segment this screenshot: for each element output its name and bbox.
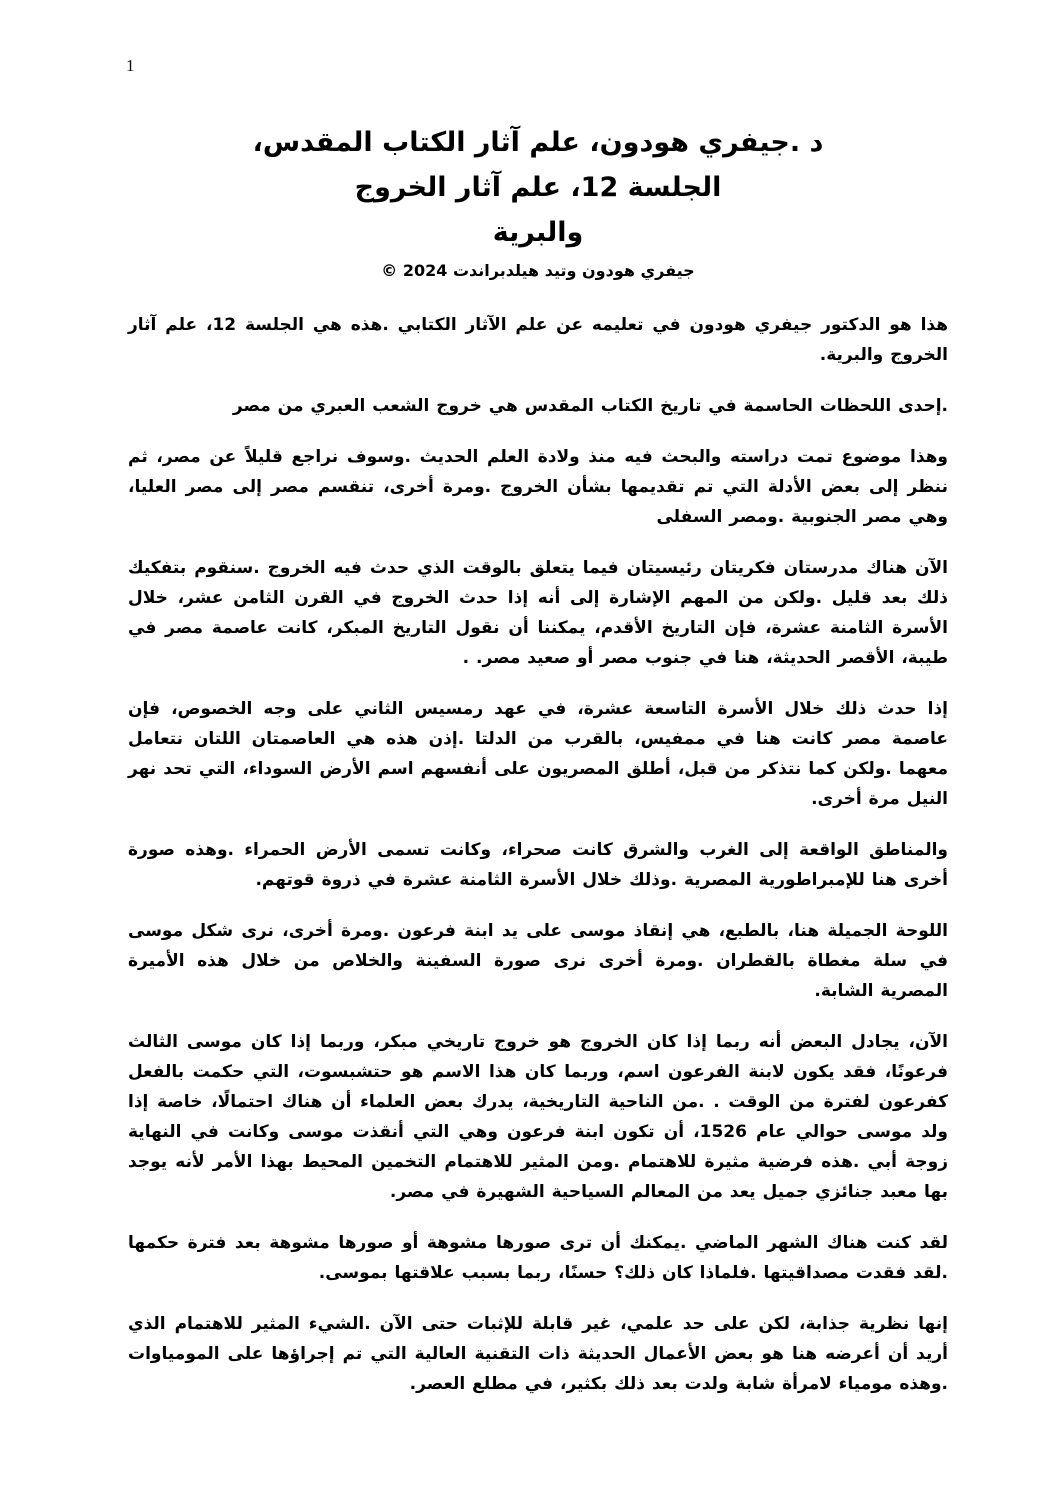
transcript-paragraph: .إحدى اللحظات الحاسمة في تاريخ الكتاب المقدس هي خروج الشعب العبري من مصر [232,396,948,416]
transcript-paragraph: لقد كنت هناك الشهر الماضي .يمكنك أن ترى صورها مشوهة أو صورها مشوهة بعد فترة حكمها .لقد فقدت مصداقيتها .فلماذا كان ذلك؟ حسنًا، ربما بسبب علاقتها بموسى. [128,1233,948,1283]
transcript-paragraph: الآن، يجادل البعض أنه ربما إذا كان الخروج هو خروج تاريخي مبكر، وربما إذا كان موسى الثالث فرعونًا، فقد يكون لابنة الفرعون اسم، وربما كان هذا الاسم هو حتشبسوت، التي حكمت بالفعل كفرعون لفترة من الوقت . .من الناحية التاريخية، يدرك بعض العلماء أن هناك احتمالًا، خاصة إذا ولد موسى حوالي عام 1526، أن تكون ابنة فرعون وهي التي أنقذت موسى وكانت في النهاية زوجة أبي .هذه فرضية مثيرة للاهتمام .ومن المثير للاهتمام التخمين المحيط بهذا الأمر لأنه يوجد بها معبد جنائزي جميل يعد من المعالم السياحية الشهيرة في مصر. [128,1032,948,1202]
transcript-paragraph: إذا حدث ذلك خلال الأسرة التاسعة عشرة، في عهد رمسيس الثاني على وجه الخصوص، فإن عاصمة مصر كانت هنا في ممفيس، بالقرب من الدلتا .إذن هذه هي العاصمتان اللتان نتعامل معهما .ولكن كما نتذكر من قبل، أطلق المصريون على أنفسهم اسم الأرض السوداء، التي تحد نهر النيل مرة أخرى. [128,699,948,809]
page-number: 1 [126,56,135,75]
transcript-paragraph: هذا هو الدكتور جيفري هودون في تعليمه عن علم الآثار الكتابي .هذه هي الجلسة 12، علم آثار الخروج والبرية. [128,315,948,365]
byline-authors: جيفري هودون وتيد هيلدبراندت [452,261,695,280]
title-block [128,120,948,284]
transcript-paragraph: والمناطق الواقعة إلى الغرب والشرق كانت صحراء، وكانت تسمى الأرض الحمراء .وهذه صورة أخرى هنا للإمبراطورية المصرية .وذلك خلال الأسرة الثامنة عشرة في ذروة قوتهم. [128,840,948,890]
transcript-body [128,310,948,1399]
copyright-byline [128,257,948,284]
title-line-3: والبرية [492,217,584,248]
transcript-paragraph: إنها نظرية جذابة، لكن على حد علمي، غير قابلة للإثبات حتى الآن .الشيء المثير للاهتمام الذي أريد أن أعرضه هنا هو بعض الأعمال الحديثة ذات التقنية العالية التي تم إجراؤها على المومياوات .وهذه مومياء لامرأة شابة ولدت بعد ذلك بكثير، في مطلع العصر. [128,1314,948,1394]
document-content [0,120,1058,1399]
title-line-1: د .جيفري هودون، علم آثار الكتاب المقدس، [252,127,824,158]
copyright-notice: © 2024 [381,261,448,280]
transcript-paragraph: الآن هناك مدرستان فكريتان رئيسيتان فيما يتعلق بالوقت الذي حدث فيه الخروج .سنقوم بتفكيك ذلك بعد قليل .ولكن من المهم الإشارة إلى أنه إذا حدث الخروج في القرن الثامن عشر، خلال الأسرة الثامنة عشرة، فإن التاريخ الأقدم، يمكننا أن نقول التاريخ المبكر، كانت عاصمة مصر في طيبة، الأقصر الحديثة، هنا في جنوب مصر أو صعيد مصر. . [128,558,948,668]
transcript-paragraph: وهذا موضوع تمت دراسته والبحث فيه منذ ولادة العلم الحديث .وسوف نراجع قليلاً عن مصر، ثم ننظر إلى بعض الأدلة التي تم تقديمها بشأن الخروج .ومرة أخرى، تنقسم مصر إلى مصر العليا، وهي مصر الجنوبية .ومصر السفلى [128,447,948,527]
transcript-paragraph: اللوحة الجميلة هنا، بالطبع، هي إنقاذ موسى على يد ابنة فرعون .ومرة أخرى، نرى شكل موسى في سلة مغطاة بالقطران .ومرة أخرى نرى صورة السفينة والخلاص من خلال هذه الأميرة المصرية الشابة. [128,921,948,1001]
title-line-2: الجلسة 12، علم آثار الخروج [354,172,722,203]
